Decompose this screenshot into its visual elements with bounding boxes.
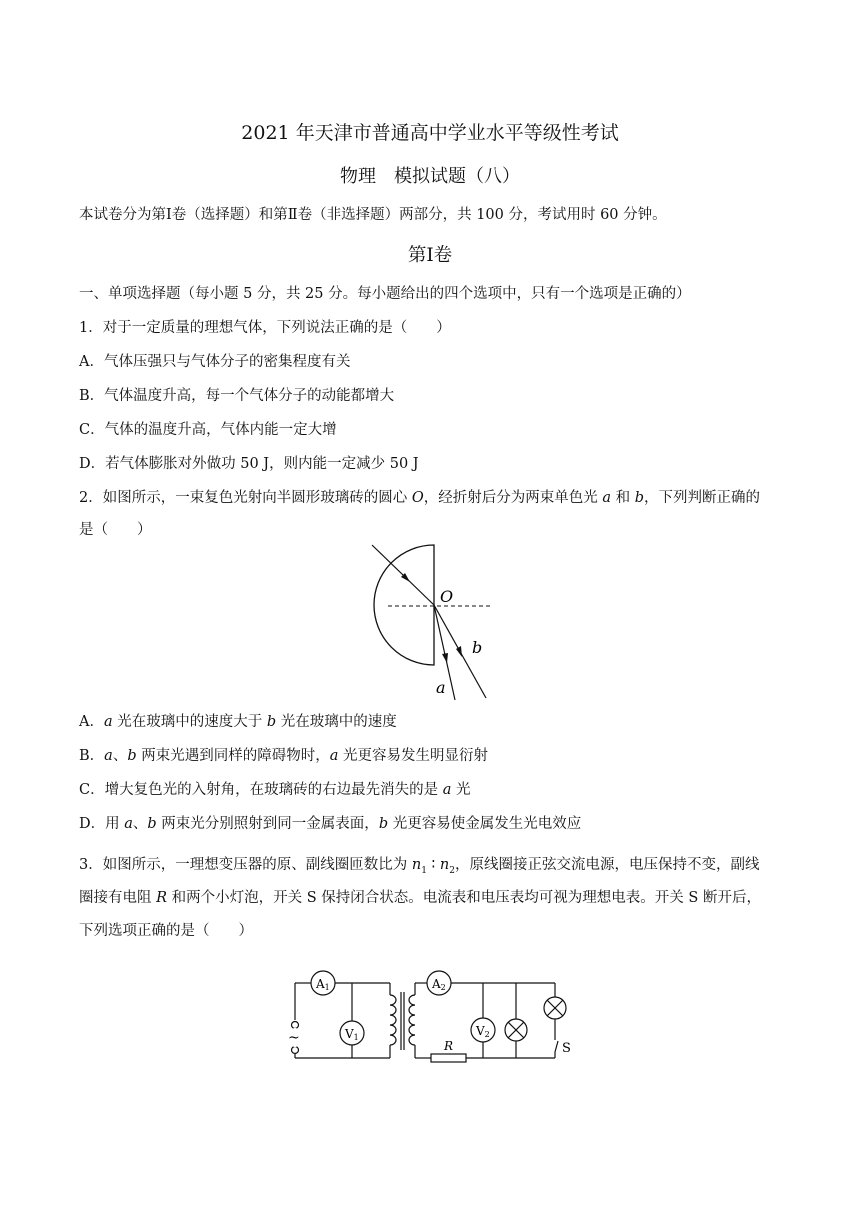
q2-option-c: C．增大复色光的入射角，在玻璃砖的右边最先消失的是 a 光 [79, 782, 471, 798]
q3-stem-line2: 圈接有电阻 R 和两个小灯泡，开关 S 保持闭合状态。电流表和电压表均可视为理想电表。开关 S 断开后， [79, 890, 761, 906]
resistor-r [431, 1054, 466, 1062]
q3-stem-line3: 下列选项正确的是（ ） [79, 923, 253, 939]
q2-option-d: D．用 a、b 两束光分别照射到同一金属表面，b 光更容易使金属发生光电效应 [79, 816, 582, 832]
ray-a-arrow [442, 653, 448, 663]
ac-terminal-bottom [292, 1047, 299, 1054]
switch-s [555, 1041, 558, 1052]
q1-option-b: B．气体温度升高，每一个气体分子的动能都增大 [79, 388, 395, 404]
label-a: a [436, 678, 446, 697]
transformer-circuit [285, 960, 580, 1065]
q2-option-b: B．a、b 两束光遇到同样的障碍物时，a 光更容易发生明显衍射 [79, 748, 488, 764]
ac-terminal-top [292, 1022, 299, 1029]
ray-b-arrow [456, 646, 462, 657]
q1-option-a: A．气体压强只与气体分子的密集程度有关 [79, 354, 351, 370]
semicircle-glass-brick [374, 545, 434, 665]
switch-label: S [562, 1041, 571, 1056]
exam-intro: 本试卷分为第Ⅰ卷（选择题）和第Ⅱ卷（非选择题）两部分，共 100 分，考试用时 60 分钟。 [79, 207, 667, 223]
q2-stem-line2: 是（ ） [79, 522, 152, 538]
q2-stem: 2．如图所示，一束复色光射向半圆形玻璃砖的圆心 O，经折射后分为两束单色光 a 和 b，下列判断正确的 [79, 490, 761, 506]
ac-source-symbol: ~ [288, 1030, 300, 1046]
q2-option-a: A．a 光在玻璃中的速度大于 b 光在玻璃中的速度 [79, 714, 397, 730]
ammeter-a2-label: A2 [432, 977, 446, 992]
label-O: O [440, 587, 454, 606]
label-b: b [472, 638, 483, 657]
voltmeter-v1-label: V1 [345, 1027, 359, 1042]
ammeter-a1-label: A1 [316, 977, 330, 992]
q3-stem-line1: 3．如图所示，一理想变压器的原、副线圈匝数比为 $n_1$ ∶ $n_2$，原线圈接正弦交流电源，电压保持不变，副线 [79, 857, 760, 876]
part1-heading: 一、单项选择题（每小题 5 分，共 25 分。每小题给出的四个选项中，只有一个选项是正确的） [79, 286, 691, 302]
q1-option-d: D．若气体膨胀对外做功 50 J，则内能一定减少 50 J [79, 456, 419, 472]
voltmeter-v2-label: V2 [476, 1024, 490, 1039]
section-title: 第Ⅰ卷 [407, 245, 453, 266]
resistor-label: R [444, 1039, 454, 1053]
exam-title: 2021 年天津市普通高中学业水平等级性考试 [241, 122, 619, 144]
exam-subtitle: 物理 模拟试题（八） [340, 166, 520, 187]
secondary-coil [409, 995, 415, 1045]
q1-option-c: C．气体的温度升高，气体内能一定大增 [79, 422, 337, 438]
q1-stem: 1．对于一定质量的理想气体，下列说法正确的是（ ） [79, 320, 451, 336]
refraction-figure [360, 540, 500, 705]
primary-coil [390, 995, 396, 1045]
